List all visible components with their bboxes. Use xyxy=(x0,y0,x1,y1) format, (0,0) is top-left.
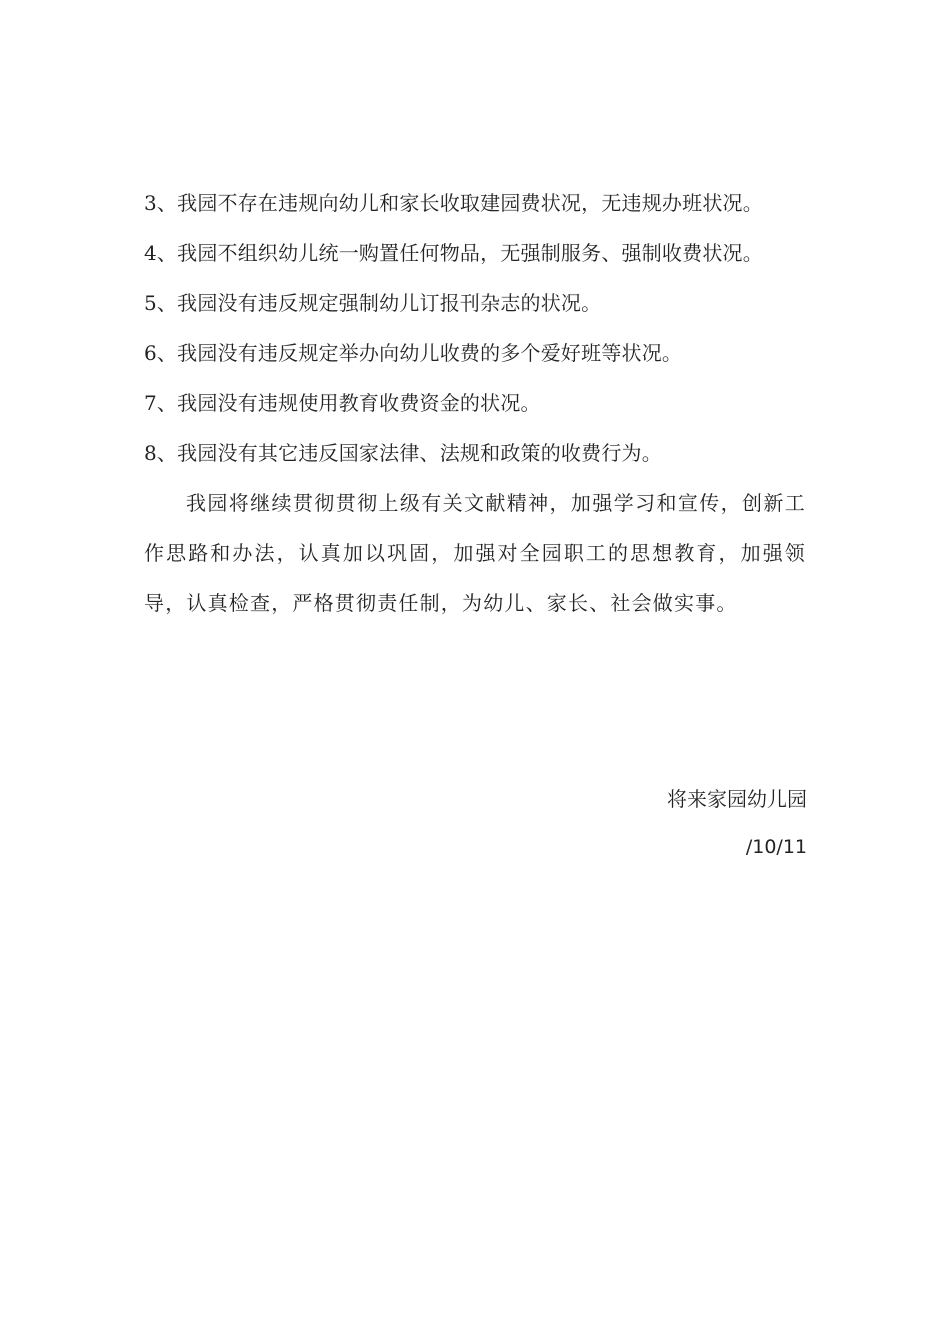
document-body xyxy=(144,178,814,648)
list-item: 3、我园不存在违规向幼儿和家长收取建园费状况，无违规办班状况。 xyxy=(144,191,763,215)
closing-paragraph: 我园将继续贯彻贯彻上级有关文献精神，加强学习和宣传，创新工作思路和办法，认真加以巩固，加强对全园职工的思想教育，加强领导，认真检查，严格贯彻责任制，为幼儿、家长、社会做实事。 xyxy=(144,491,806,615)
list-item: 6、我园没有违反规定举办向幼儿收费的多个爱好班等状况。 xyxy=(144,341,683,365)
list-item: 4、我园不组织幼儿统一购置任何物品，无强制服务、强制收费状况。 xyxy=(144,241,763,265)
list-item: 8、我园没有其它违反国家法律、法规和政策的收费行为。 xyxy=(144,441,662,465)
list-item: 7、我园没有违规使用教育收费资金的状况。 xyxy=(144,391,541,415)
signature-organization: 将来家园幼儿园 xyxy=(667,787,807,811)
signature-date: /10/11 xyxy=(745,836,807,858)
list-item: 5、我园没有违反规定强制幼儿订报刊杂志的状况。 xyxy=(144,291,602,315)
